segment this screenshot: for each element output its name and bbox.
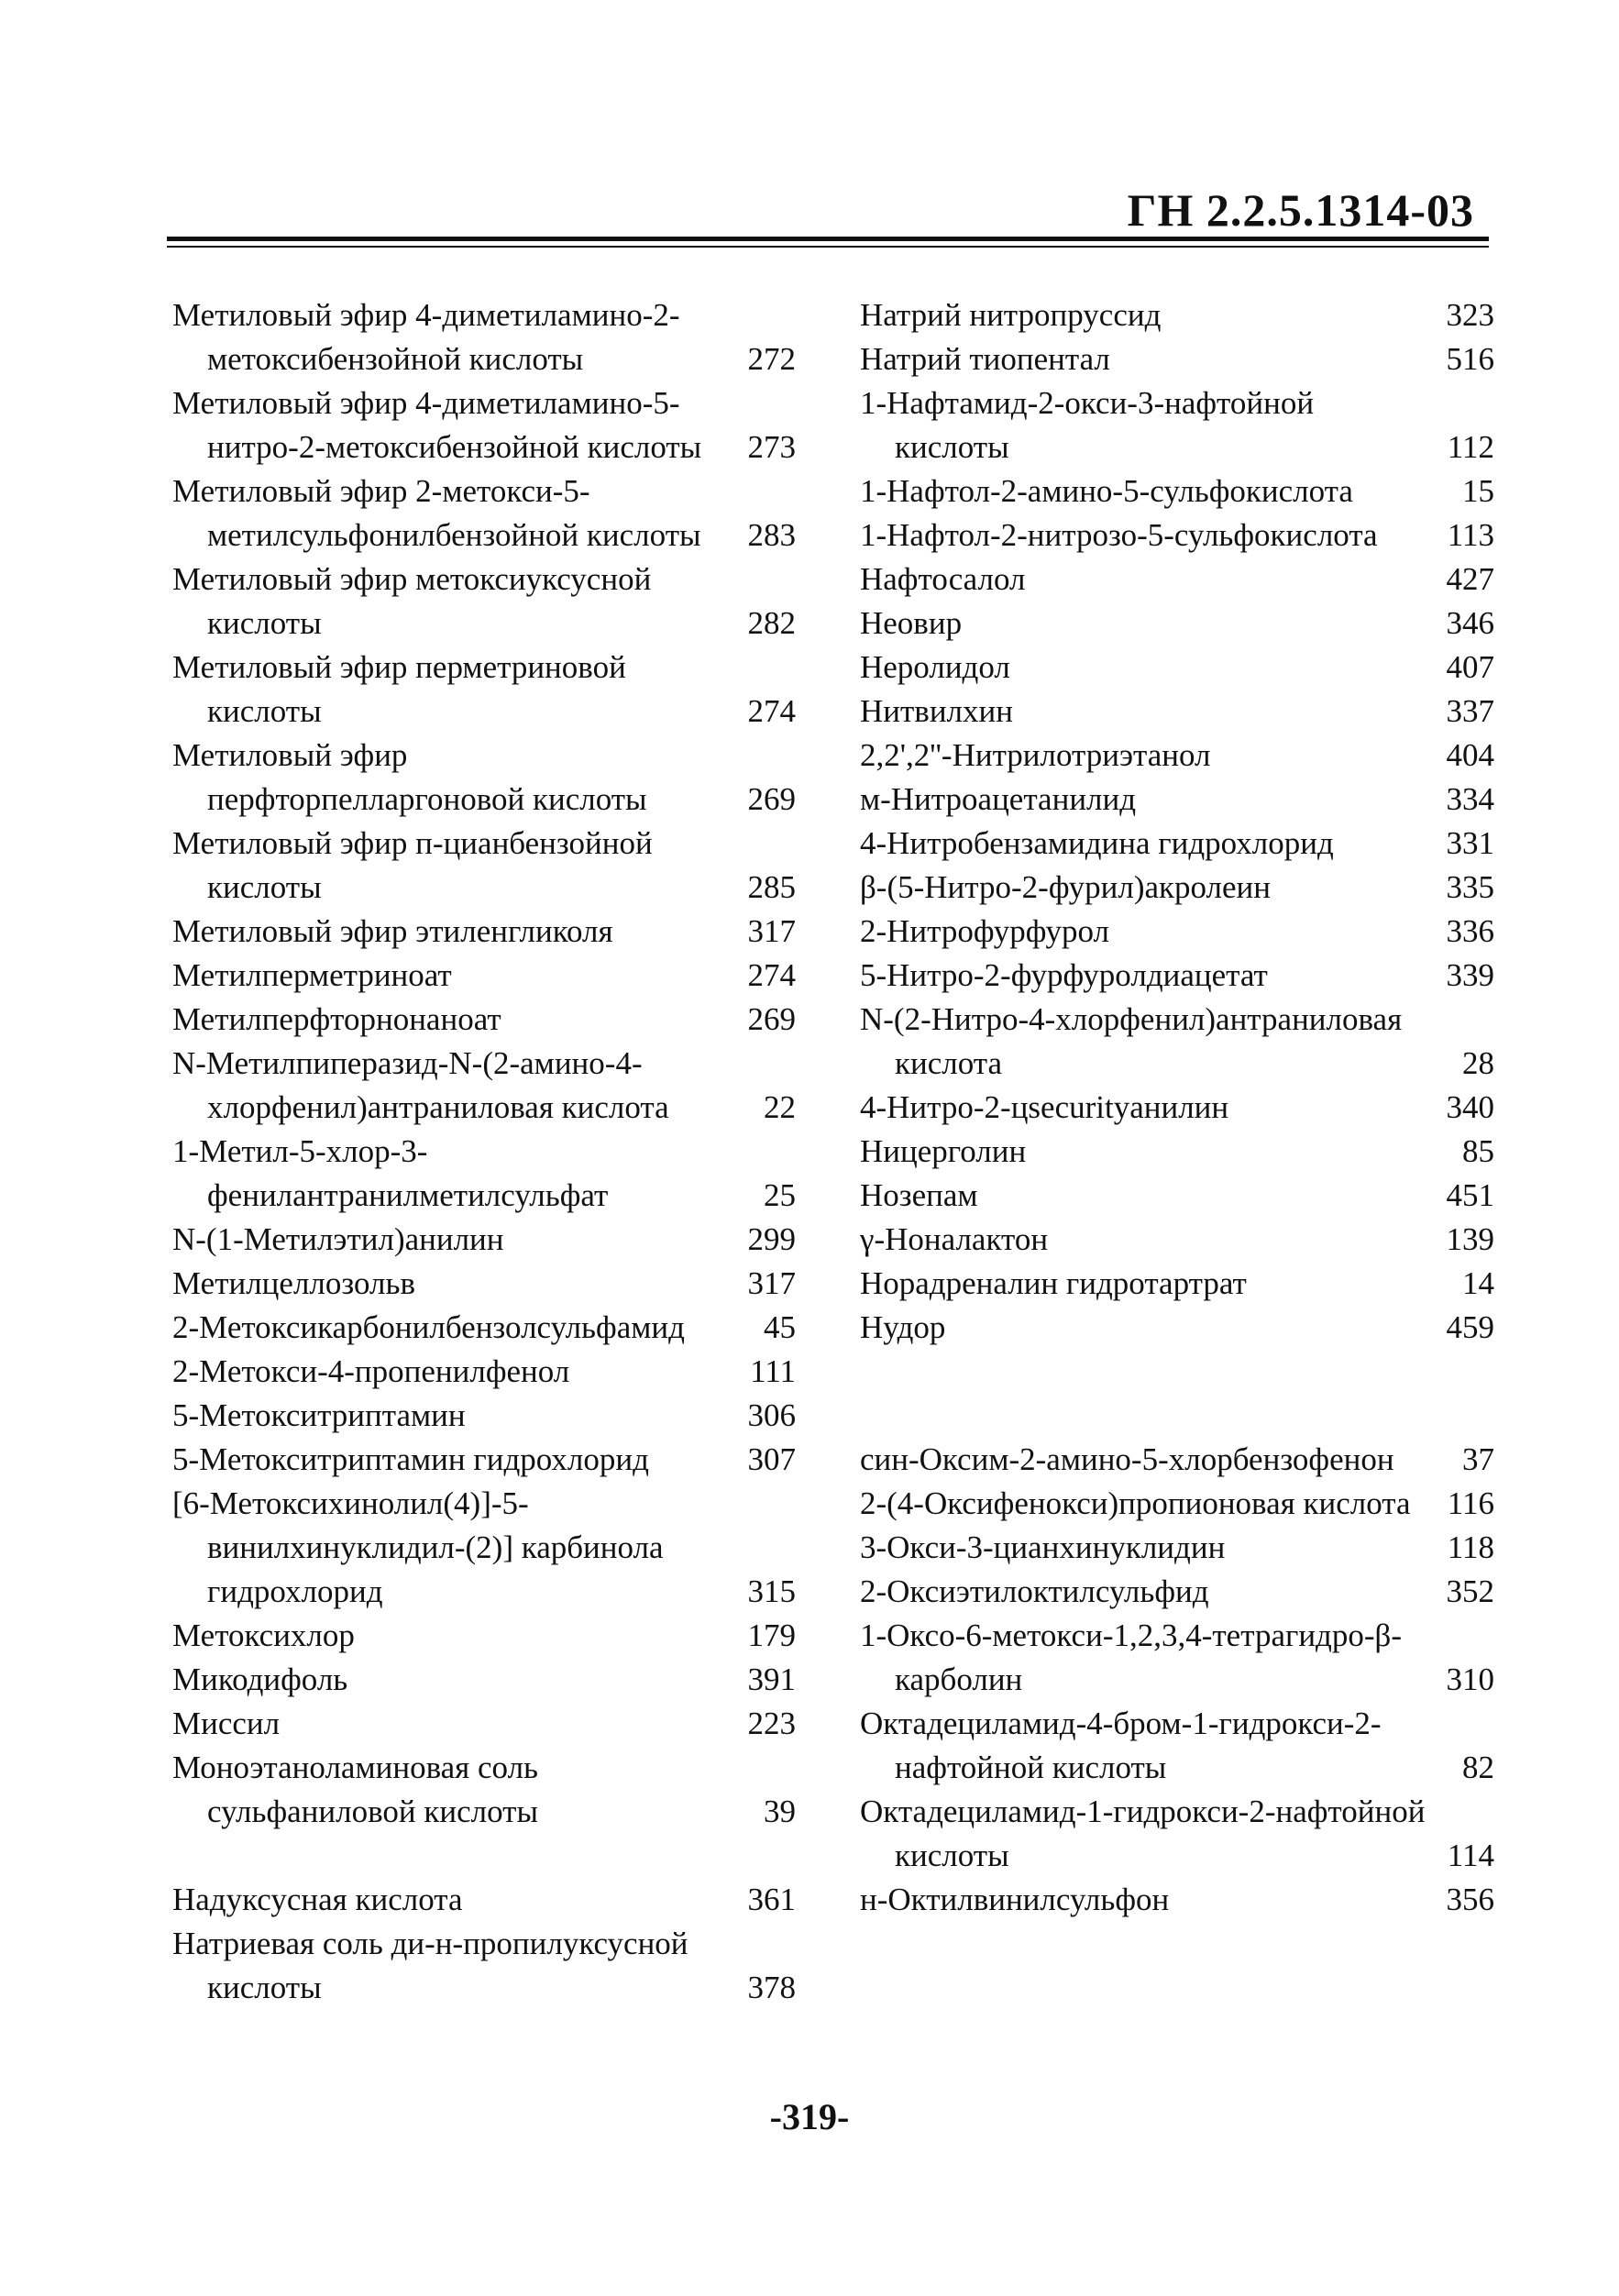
index-entry [172,954,796,998]
entry-page: 111 [750,1353,796,1389]
entry-page: 356 [1446,1882,1494,1917]
entry-name: Натриевая соль ди-н-пропилуксусной кислоты [172,1926,688,2005]
entry-name: Октадециламид-1-гидрокси-2-нафтойной кислоты [860,1794,1426,1873]
index-entry [860,1526,1494,1570]
index-entry [860,1702,1494,1790]
index-entry [172,1218,796,1262]
entry-name: Моноэтаноламиновая соль сульфаниловой кислоты [172,1750,539,1829]
entry-page: 315 [747,1573,796,1609]
entry-page: 116 [1447,1485,1494,1521]
entry-page: 459 [1446,1309,1494,1345]
entry-name: N-(2-Нитро-4-хлорфенил)антраниловая кислота [860,1001,1403,1081]
entry-name: Метиловый эфир п-цианбензойной кислоты [172,825,653,905]
index-entry [860,337,1494,381]
entry-name: 1-Нафтол-2-амино-5-сульфокислота [860,473,1353,509]
entry-page: 361 [747,1882,796,1917]
index-entry [860,1482,1494,1526]
entry-page: 22 [764,1089,796,1125]
entry-name: Октадециламид-4-бром-1-гидрокси-2-нафтойной кислоты [860,1705,1382,1785]
index-entry [860,910,1494,954]
index-entry [860,1878,1494,1922]
entry-name: Метилперметриноат [172,957,452,993]
index-entry [860,1306,1494,1350]
entry-page: 274 [747,693,796,729]
entry-page: 283 [747,517,796,553]
index-entry [172,1922,796,2010]
index-entry [860,513,1494,557]
entry-page: 323 [1446,297,1494,333]
entry-name: Нафтосалол [860,561,1026,597]
index-entry [860,293,1494,337]
entry-page: 273 [747,429,796,465]
index-entry [172,1746,796,1834]
entry-name: 1-Оксо-6-метокси-1,2,3,4-тетрагидро-β-карболин [860,1617,1402,1697]
index-entry [172,469,796,557]
entry-page: 307 [747,1441,796,1477]
index-entry [860,1130,1494,1174]
entry-page: 274 [747,957,796,993]
entry-page: 427 [1446,561,1494,597]
index-column-left [172,293,796,2010]
index-entry [860,866,1494,910]
entry-name: Метиловый эфир 4-диметиламино-5-нитро-2-метоксибензойной кислоты [172,385,702,465]
entry-page: 82 [1462,1750,1494,1785]
entry-page: 272 [747,341,796,377]
index-entry [172,734,796,822]
index-entry [172,1878,796,1922]
index-entry [860,1614,1494,1702]
entry-page: 39 [764,1794,796,1829]
entry-page: 451 [1446,1177,1494,1213]
index-entry [172,293,796,381]
document-code: ГН 2.2.5.1314-03 [1127,184,1474,236]
entry-name: Метиловый эфир перметриновой кислоты [172,649,626,729]
entry-name: н-Октилвинилсульфон [860,1882,1170,1917]
entry-name: γ-Ноналактон [860,1221,1049,1257]
entry-page: 223 [747,1705,796,1741]
entry-name: Надуксусная кислота [172,1882,463,1917]
index-entry [860,1262,1494,1306]
entry-name: Метоксихлор [172,1617,355,1653]
entry-name: 2-(4-Оксифенокси)пропионовая кислота [860,1485,1411,1521]
index-entry [860,646,1494,690]
entry-name: 2-Метокси-4-пропенилфенол [172,1353,570,1389]
entry-name: Метиловый эфир 2-метокси-5-метилсульфонилбензойной кислоты [172,473,701,553]
entry-name: Норадреналин гидротартрат [860,1265,1247,1301]
entry-name: Натрий тиопентал [860,341,1110,377]
index-entry [172,1702,796,1746]
index-entry [172,1042,796,1130]
entry-name: Ницерголин [860,1133,1027,1169]
index-entry [860,1790,1494,1878]
index-entry [860,381,1494,469]
entry-page: 346 [1446,605,1494,641]
entry-name: Метилперфторнонаноат [172,1001,501,1037]
entry-page: 282 [747,605,796,641]
entry-page: 269 [747,1001,796,1037]
entry-name: Натрий нитропруссид [860,297,1162,333]
index-entry [860,1086,1494,1130]
index-entry [172,1130,796,1218]
entry-name: 1-Нафтамид-2-окси-3-нафтойной кислоты [860,385,1315,465]
entry-name: Неовир [860,605,963,641]
entry-name: 2-Метоксикарбонилбензолсульфамид [172,1309,685,1345]
entry-name: N-(1-Метилэтил)анилин [172,1221,504,1257]
entry-name: 3-Окси-3-цианхинуклидин [860,1529,1226,1565]
entry-page: 337 [1446,693,1494,729]
entry-page: 114 [1447,1838,1494,1873]
entry-page: 339 [1446,957,1494,993]
entry-page: 336 [1446,913,1494,949]
entry-name: м-Нитроацетанилид [860,781,1137,817]
page-number: -319- [769,2096,850,2137]
index-entry [172,381,796,469]
entry-page: 407 [1446,649,1494,685]
entry-name: [6-Метоксихинолил(4)]-5-винилхинуклидил-(2)] карбинола гидрохлорид [172,1485,664,1609]
index-entry [860,1174,1494,1218]
entry-page: 112 [1447,429,1494,465]
entry-name: 2-Нитрофурфурол [860,913,1110,949]
entry-page: 15 [1462,473,1494,509]
entry-name: Миссил [172,1705,281,1741]
index-entry [860,1570,1494,1614]
index-entry [172,822,796,910]
entry-name: Микодифоль [172,1661,348,1697]
index-entry [172,998,796,1042]
entry-page: 317 [747,913,796,949]
entry-page: 310 [1446,1661,1494,1697]
index-entry [860,557,1494,602]
entry-name: Нозепам [860,1177,978,1213]
entry-page: 331 [1446,825,1494,861]
entry-name: Метиловый эфир 4-диметиламино-2-метоксибензойной кислоты [172,297,680,377]
entry-page: 516 [1446,341,1494,377]
entry-name: Метиловый эфир метоксиуксусной кислоты [172,561,652,641]
entry-page: 45 [764,1309,796,1345]
index-entry [860,1218,1494,1262]
index-entry [860,690,1494,734]
entry-page: 317 [747,1265,796,1301]
entry-name: 2-Оксиэтилоктилсульфид [860,1573,1209,1609]
entry-page: 340 [1446,1089,1494,1125]
letter-group-gap [860,1350,1494,1394]
entry-name: 1-Нафтол-2-нитрозо-5-сульфокислота [860,517,1378,553]
index-entry [172,1614,796,1658]
entry-name: 1-Метил-5-хлор-3-фенилантранилметилсульфат [172,1133,609,1213]
entry-name: Нудор [860,1309,946,1345]
entry-name: β-(5-Нитро-2-фурил)акролеин [860,869,1272,905]
header-rule-thin [167,246,1489,248]
index-entry [172,557,796,646]
index-entry [860,469,1494,513]
entry-page: 113 [1447,517,1494,553]
entry-name: 5-Нитро-2-фурфуролдиацетат [860,957,1268,993]
entry-name: 4-Нитро-2-цsecurityанилин [860,1089,1229,1125]
entry-page: 285 [747,869,796,905]
entry-page: 306 [747,1397,796,1433]
index-entry [172,910,796,954]
index-entry [172,1262,796,1306]
entry-name: 5-Метокситриптамин гидрохлорид [172,1441,649,1477]
index-entry [860,602,1494,646]
header-rule-thick [167,237,1489,241]
entry-page: 334 [1446,781,1494,817]
entry-page: 269 [747,781,796,817]
index-entry [172,1394,796,1438]
entry-name: 4-Нитробензамидина гидрохлорид [860,825,1334,861]
entry-page: 179 [747,1617,796,1653]
index-entry [860,954,1494,998]
entry-page: 352 [1446,1573,1494,1609]
entry-page: 25 [764,1177,796,1213]
entry-page: 37 [1462,1441,1494,1477]
index-entry [172,1482,796,1614]
index-entry [172,1658,796,1702]
entry-page: 299 [747,1221,796,1257]
entry-page: 139 [1446,1221,1494,1257]
index-entry [172,1438,796,1482]
index-entry [860,1438,1494,1482]
entry-page: 404 [1446,737,1494,773]
entry-page: 14 [1462,1265,1494,1301]
entry-name: 2,2',2''-Нитрилотриэтанол [860,737,1211,773]
entry-name: Метиловый эфир этиленгликоля [172,913,613,949]
index-entry [860,778,1494,822]
letter-group-gap [860,1394,1494,1438]
index-entry [172,646,796,734]
entry-name: син-Оксим-2-амино-5-хлорбензофенон [860,1441,1394,1477]
index-entry [860,822,1494,866]
entry-page: 85 [1462,1133,1494,1169]
entry-name: Неролидол [860,649,1010,685]
entry-page: 378 [747,1970,796,2005]
entry-name: Метилцеллозольв [172,1265,415,1301]
index-entry [860,998,1494,1086]
index-column-right [860,293,1494,1922]
entry-name: 5-Метокситриптамин [172,1397,466,1433]
index-entry [172,1350,796,1394]
entry-page: 391 [747,1661,796,1697]
index-entry [172,1306,796,1350]
entry-name: N-Метилпиперазид-N-(2-амино-4-хлорфенил)антраниловая кислота [172,1045,669,1125]
index-entry [860,734,1494,778]
entry-name: Метиловый эфир перфторпелларгоновой кислоты [172,737,647,817]
entry-page: 335 [1446,869,1494,905]
entry-page: 118 [1447,1529,1494,1565]
letter-group-gap [172,1834,796,1878]
entry-name: Нитвилхин [860,693,1013,729]
entry-page: 28 [1462,1045,1494,1081]
